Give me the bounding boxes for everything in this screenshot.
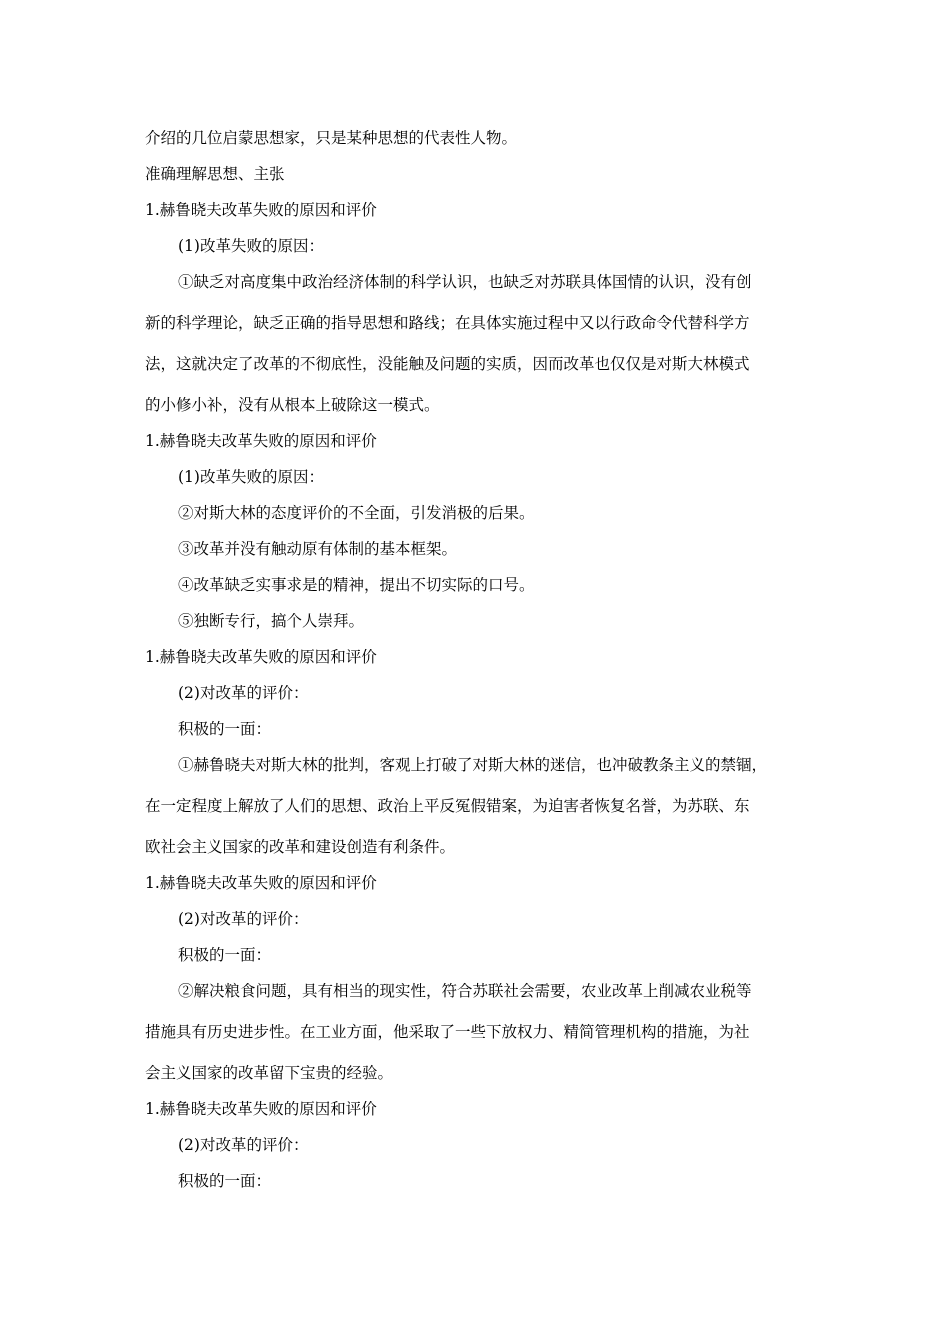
subheading: 积极的一面：	[178, 1172, 272, 1190]
section-heading: 1.赫鲁晓夫改革失败的原因和评价	[145, 432, 377, 450]
text-line: ⑤独断专行，搞个人崇拜。	[178, 612, 365, 630]
subheading: (2)对改革的评价：	[178, 684, 309, 702]
section-heading: 1.赫鲁晓夫改革失败的原因和评价	[145, 201, 377, 219]
text-line: ④改革缺乏实事求是的精神，提出不切实际的口号。	[178, 576, 535, 594]
text-line: 法，这就决定了改革的不彻底性，没能触及问题的实质，因而改革也仅仅是对斯大林模式	[145, 355, 750, 373]
section-heading: 准确理解思想、主张	[145, 165, 285, 183]
section-heading: 1.赫鲁晓夫改革失败的原因和评价	[145, 648, 377, 666]
text-line: 欧社会主义国家的改革和建设创造有利条件。	[145, 838, 456, 856]
text-line: ①赫鲁晓夫对斯大林的批判，客观上打破了对斯大林的迷信，也冲破教条主义的禁锢，	[178, 756, 768, 774]
text-line: ③改革并没有触动原有体制的基本框架。	[178, 540, 458, 558]
text-line: 措施具有历史进步性。在工业方面，他采取了一些下放权力、精简管理机构的措施，为社	[145, 1023, 750, 1041]
subheading: (2)对改革的评价：	[178, 1136, 309, 1154]
section-heading: 1.赫鲁晓夫改革失败的原因和评价	[145, 1100, 377, 1118]
text-line: 会主义国家的改革留下宝贵的经验。	[145, 1064, 394, 1082]
text-line: 新的科学理论，缺乏正确的指导思想和路线；在具体实施过程中又以行政命令代替科学方	[145, 314, 750, 332]
section-heading: 1.赫鲁晓夫改革失败的原因和评价	[145, 874, 377, 892]
text-line: ②解决粮食问题，具有相当的现实性，符合苏联社会需要，农业改革上削减农业税等	[178, 982, 752, 1000]
subheading: (2)对改革的评价：	[178, 910, 309, 928]
text-line: ①缺乏对高度集中政治经济体制的科学认识，也缺乏对苏联具体国情的认识，没有创	[178, 273, 752, 291]
subheading: (1)改革失败的原因：	[178, 237, 324, 255]
text-line: 介绍的几位启蒙思想家，只是某种思想的代表性人物。	[145, 129, 518, 147]
text-line: 在一定程度上解放了人们的思想、政治上平反冤假错案，为迫害者恢复名誉，为苏联、东	[145, 797, 750, 815]
subheading: 积极的一面：	[178, 946, 272, 964]
text-line: 的小修小补，没有从根本上破除这一模式。	[145, 396, 440, 414]
text-line: ②对斯大林的态度评价的不全面，引发消极的后果。	[178, 504, 535, 522]
subheading: 积极的一面：	[178, 720, 272, 738]
subheading: (1)改革失败的原因：	[178, 468, 324, 486]
